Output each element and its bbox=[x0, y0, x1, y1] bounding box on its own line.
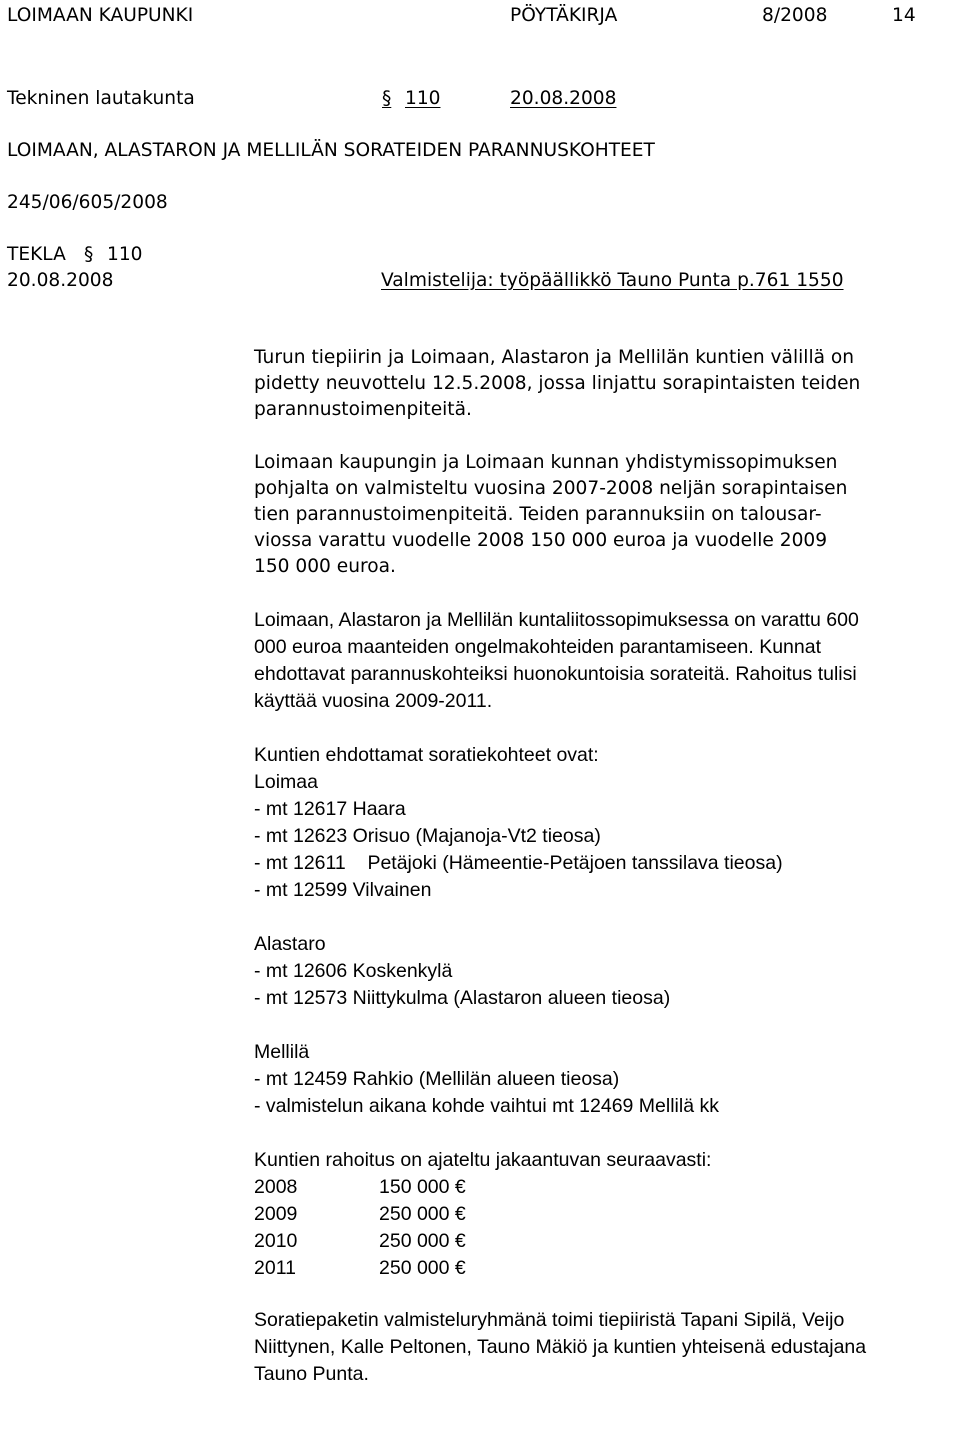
meeting-date: 20.08.2008 bbox=[510, 88, 617, 109]
paragraph-line: viossa varattu vuodelle 2008 150 000 euroa ja vuodelle 2009 bbox=[254, 530, 828, 551]
paragraph-line: tien parannustoimenpiteitä. Teiden parannuksiin on talousar- bbox=[254, 504, 822, 525]
road-item: - mt 12623 Orisuo (Majanoja-Vt2 tieosa) bbox=[254, 825, 601, 847]
subject-title: LOIMAAN, ALASTARON JA MELLILÄN SORATEIDEN PARANNUSKOHTEET bbox=[7, 140, 655, 161]
preparer: Valmistelija: työpäällikkö Tauno Punta p.761 1550 bbox=[381, 270, 844, 291]
section-number: 110 bbox=[405, 88, 441, 109]
paragraph-line: Soratiepaketin valmisteluryhmänä toimi tiepiiristä Tapani Sipilä, Veijo bbox=[254, 1309, 845, 1331]
paragraph-line: Turun tiepiirin ja Loimaan, Alastaron ja Mellilän kuntien välillä on bbox=[254, 347, 855, 368]
funding-amount: 250 000 € bbox=[379, 1230, 466, 1252]
paragraph-line: Tauno Punta. bbox=[254, 1363, 369, 1385]
prep-section-symbol bbox=[84, 242, 93, 268]
funding-intro: Kuntien rahoitus on ajateltu jakaantuvan seuraavasti: bbox=[254, 1149, 712, 1171]
road-item: - mt 12611 Petäjoki (Hämeentie-Petäjoen tanssilava tieosa) bbox=[254, 852, 783, 874]
road-item: - mt 12459 Rahkio (Mellilän alueen tieosa) bbox=[254, 1068, 620, 1090]
funding-year: 2009 bbox=[254, 1203, 298, 1225]
board-name: Tekninen lautakunta bbox=[7, 88, 195, 109]
paragraph-line: käyttää vuosina 2009-2011. bbox=[254, 690, 493, 712]
funding-year: 2011 bbox=[254, 1257, 296, 1279]
page-number: 14 bbox=[892, 5, 916, 26]
prep-date: 20.08.2008 bbox=[7, 270, 114, 291]
road-item: - mt 12606 Koskenkylä bbox=[254, 960, 453, 982]
municipality-heading-alastaro: Alastaro bbox=[254, 933, 326, 955]
road-item: - mt 12573 Niittykulma (Alastaron alueen tieosa) bbox=[254, 987, 671, 1009]
paragraph-line: pohjalta on valmisteltu vuosina 2007-2008 neljän sorapintaisen bbox=[254, 478, 848, 499]
record-id: 245/06/605/2008 bbox=[7, 192, 168, 213]
paragraph-line: Loimaan kaupungin ja Loimaan kunnan yhdistymissopimuksen bbox=[254, 452, 838, 473]
municipality-heading-loimaa: Loimaa bbox=[254, 771, 318, 793]
paragraph-line: Niittynen, Kalle Peltonen, Tauno Mäkiö ja kuntien yhteisenä edustajana bbox=[254, 1336, 867, 1358]
paragraph-line: pidetty neuvottelu 12.5.2008, jossa linjattu sorapintaisten teiden bbox=[254, 373, 861, 394]
paragraph-line: ehdottavat parannuskohteiksi huonokuntoisia sorateitä. Rahoitus tulisi bbox=[254, 663, 857, 685]
paragraph-line: parannustoimenpiteitä. bbox=[254, 399, 472, 420]
funding-amount: 150 000 € bbox=[379, 1176, 466, 1198]
paragraph-line: 000 euroa maanteiden ongelmakohteiden parantamiseen. Kunnat bbox=[254, 636, 821, 658]
prep-body: TEKLA bbox=[7, 244, 66, 265]
issue-number: 8/2008 bbox=[762, 5, 828, 26]
funding-amount: 250 000 € bbox=[379, 1257, 466, 1279]
road-item: - mt 12617 Haara bbox=[254, 798, 406, 820]
funding-year: 2010 bbox=[254, 1230, 298, 1252]
prep-section-number: 110 bbox=[107, 244, 143, 265]
paragraph-line: 150 000 euroa. bbox=[254, 556, 396, 577]
municipality-heading-mellila: Mellilä bbox=[254, 1041, 310, 1063]
road-item: - valmistelun aikana kohde vaihtui mt 12469 Mellilä kk bbox=[254, 1095, 719, 1117]
document-type: PÖYTÄKIRJA bbox=[510, 5, 618, 26]
road-item: - mt 12599 Vilvainen bbox=[254, 879, 432, 901]
section-symbol bbox=[382, 86, 391, 112]
road-list-intro: Kuntien ehdottamat soratiekohteet ovat: bbox=[254, 744, 599, 766]
funding-amount: 250 000 € bbox=[379, 1203, 466, 1225]
organization-name: LOIMAAN KAUPUNKI bbox=[7, 5, 194, 26]
funding-year: 2008 bbox=[254, 1176, 298, 1198]
paragraph-line: Loimaan, Alastaron ja Mellilän kuntaliitossopimuksessa on varattu 600 bbox=[254, 609, 859, 631]
